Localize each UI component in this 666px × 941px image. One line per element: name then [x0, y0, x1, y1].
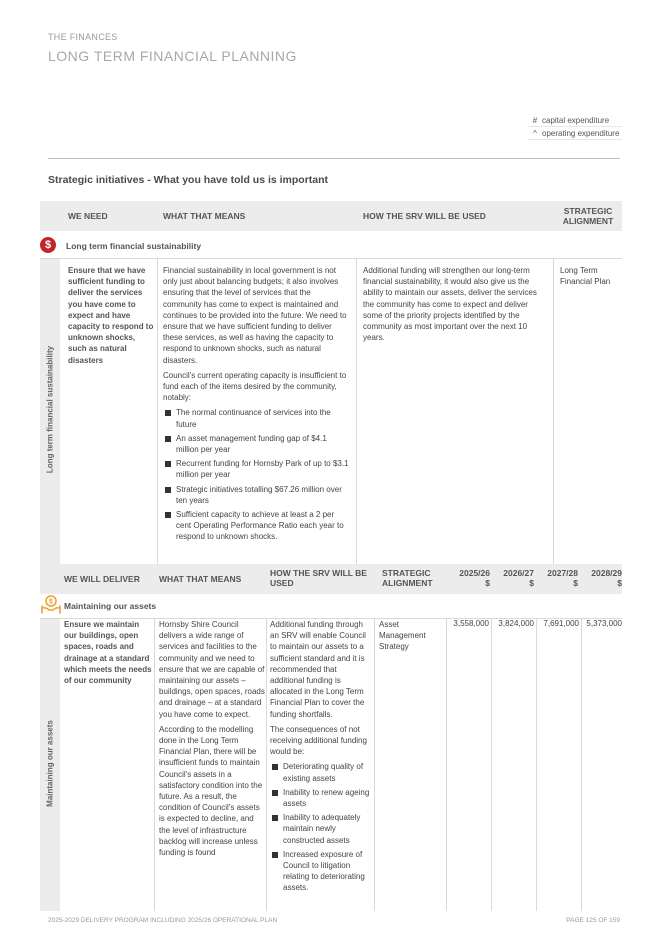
col-divider: [154, 619, 155, 911]
col-header-alignment: [382, 568, 433, 588]
legend: [528, 114, 622, 140]
means-paragraph: Council's current operating capacity is insufficient to fund each of the items desired by the community, notably:: [163, 370, 347, 403]
value-2028-29: 5,373,000: [586, 619, 622, 628]
means-paragraph: According to the modelling done in the Long Term Financial Plan, there will be insufficient funds to maintain Council's assets in a satisfactory condition into the future. As a result, the condition of Council's assets is expected to decline, and the level of infrastructure backlog will increase unless funding is found: [159, 724, 263, 858]
col-header-need: WE NEED: [68, 211, 108, 221]
col-divider: [356, 259, 357, 564]
sidebar-sustainability: [40, 259, 60, 564]
currency-label: $: [573, 578, 578, 588]
col-divider: [446, 619, 447, 911]
year-label: 2025/26: [459, 568, 490, 578]
col-header-year: [448, 568, 490, 588]
currency-label: $: [617, 578, 622, 588]
col-header-alignment-line2: ALIGNMENT: [382, 578, 433, 588]
currency-label: $: [485, 578, 490, 588]
table2-header: [40, 564, 622, 594]
means-paragraph: Financial sustainability in local government is not only just about balancing budgets; it also involves ensuring that the level of services that the community has come to expect is maintained and continues to be provided into the future. We need to ensure that we have sufficient funding to deliver these services, as well as having the capacity to respond to unknown shocks, such as natural disasters.: [163, 266, 347, 365]
page-title: LONG TERM FINANCIAL PLANNING: [48, 48, 297, 64]
dollar-icon: $: [40, 237, 56, 253]
legend-label: capital expenditure: [542, 115, 610, 125]
col-divider: [536, 619, 537, 911]
category-label: Long term financial sustainability: [66, 241, 202, 251]
alignment-text: Long Term Financial Plan: [560, 266, 611, 287]
section-title: Strategic initiatives - What you have told us is important: [48, 174, 329, 186]
value-2026-27: 3,824,000: [498, 619, 534, 628]
col-header-alignment-line1: STRATEGIC: [563, 206, 613, 216]
col-header-alignment: [558, 206, 618, 226]
year-label: 2026/27: [503, 568, 534, 578]
svg-text:$: $: [49, 598, 53, 606]
divider: [48, 158, 620, 159]
col-header-year: [492, 568, 534, 588]
value-2025-26: 3,558,000: [453, 619, 489, 628]
need-text: Ensure that we have sufficient funding to deliver the services you have come to expect and have capacity to respond to unknown shocks, such as natural disasters: [68, 266, 154, 365]
row-divider: [40, 258, 622, 259]
srv-text: Additional funding will strengthen our long-term financial sustainability, it would also give us the ability to maintain our assets, deliver the services the community has come to expect and deliver some of the priority projects identified by the community as most important over the next 10 years.: [363, 266, 537, 343]
col-header-means: WHAT THAT MEANS: [163, 211, 246, 221]
means-cell: [159, 619, 265, 862]
list-item: Deteriorating quality of existing assets: [270, 761, 372, 783]
col-header-srv-line1: HOW THE SRV WILL BE: [270, 568, 367, 578]
legend-row: [528, 127, 622, 140]
col-header-alignment-line2: ALIGNMENT: [562, 216, 614, 226]
means-cell: [163, 265, 351, 546]
deliver-text: Ensure we maintain our buildings, open spaces, roads and drainage at a standard which meets the needs of our community: [64, 620, 152, 686]
list-item: Increased exposure of Council to litigation relating to deteriorating assets.: [270, 849, 372, 894]
alignment-text: Asset Management Strategy: [379, 620, 426, 652]
list-item: Inability to renew ageing assets: [270, 787, 372, 809]
col-header-year: [580, 568, 622, 588]
category-label: Maintaining our assets: [64, 601, 157, 611]
col-header-srv: HOW THE SRV WILL BE USED: [363, 211, 486, 221]
list-item: Inability to adequately maintain newly constructed assets: [270, 812, 372, 846]
footer-document-title: 2025-2029 DELIVERY PROGRAM INCLUDING 2025/26 OPERATIONAL PLAN: [48, 917, 278, 924]
col-divider: [266, 619, 267, 911]
col-header-srv-line2: USED: [270, 578, 294, 588]
section-label: THE FINANCES: [48, 32, 118, 42]
category-row-sustainability: [40, 234, 622, 258]
col-divider: [581, 619, 582, 911]
col-header-deliver: WE WILL DELIVER: [64, 574, 140, 584]
currency-label: $: [529, 578, 534, 588]
list-item: An asset management funding gap of $4.1 million per year: [163, 433, 351, 455]
side-label: Long term financial sustainability: [45, 345, 55, 474]
col-header-year: [536, 568, 578, 588]
col-divider: [553, 259, 554, 564]
legend-label: operating expenditure: [542, 128, 620, 138]
side-label: Maintaining our assets: [45, 720, 55, 807]
year-label: 2027/28: [547, 568, 578, 578]
legend-symbol: #: [532, 115, 538, 125]
col-divider: [374, 619, 375, 911]
col-divider: [491, 619, 492, 911]
table1-header: [40, 201, 622, 231]
category-row-assets: [40, 594, 622, 618]
sidebar-assets: [40, 619, 60, 911]
srv-cell: [270, 619, 372, 897]
year-label: 2028/29: [591, 568, 622, 578]
list-item: The normal continuance of services into the future: [163, 407, 351, 429]
legend-symbol: ^: [533, 128, 537, 138]
srv-paragraph: Additional funding through an SRV will enable Council to maintain our assets to a sufficient standard and it is recommended that additional funding is allocated in the Long Term Financial Plan to cover the funding shortfalls.: [270, 620, 366, 719]
value-2027-28: 7,691,000: [543, 619, 579, 628]
list-item: Strategic initiatives totalling $67.26 million over ten years: [163, 484, 351, 506]
srv-paragraph: The consequences of not receiving additional funding would be:: [270, 724, 367, 757]
means-list: [163, 407, 351, 542]
col-header-srv: [270, 568, 367, 588]
footer-page-number: PAGE 125 OF 159: [566, 917, 620, 924]
col-header-means: WHAT THAT MEANS: [159, 574, 242, 584]
legend-row: [528, 114, 622, 127]
list-item: Recurrent funding for Hornsby Park of up to $3.1 million per year: [163, 458, 351, 480]
hands-coin-icon: [40, 594, 62, 616]
col-divider: [157, 259, 158, 564]
col-header-alignment-line1: STRATEGIC: [382, 568, 431, 578]
list-item: Sufficient capacity to achieve at least a 2 per cent Operating Performance Ratio each year to respond to unknown shocks.: [163, 509, 351, 543]
means-paragraph: Hornsby Shire Council delivers a wide range of services and facilities to the community and we need to ensure that we are capable of maintaining our assets – buildings, open spaces, roads and drainage – at a standard you have come to expect.: [159, 620, 265, 719]
srv-list: [270, 761, 372, 893]
